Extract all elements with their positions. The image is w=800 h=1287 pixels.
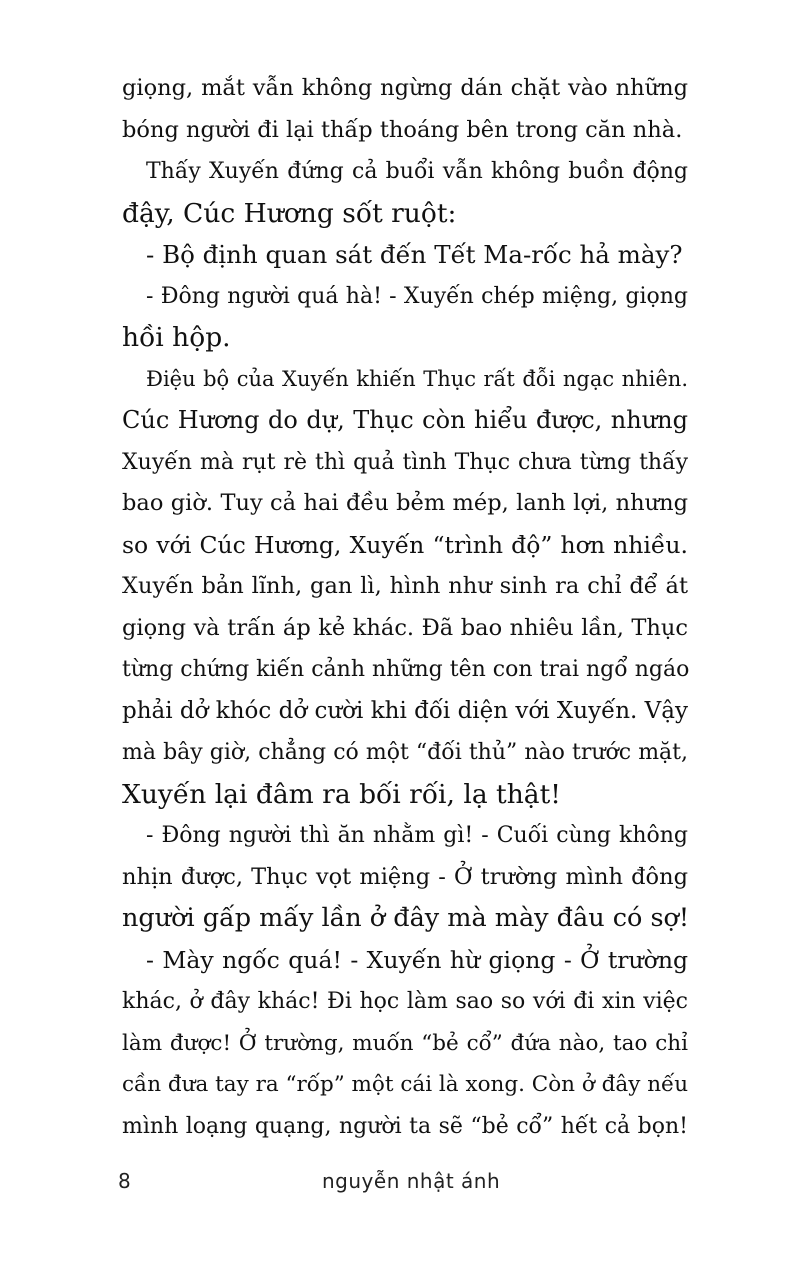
text-line: Điệu bộ của Xuyến khiến Thục rất đỗi ngạc nhiên. xyxy=(146,366,688,391)
page-footer xyxy=(118,1164,684,1198)
text-line: cần đưa tay ra “rốp” một cái là xong. Còn ở đây nếu xyxy=(122,1072,689,1097)
text-line: làm được! Ở trường, muốn “bẻ cổ” đứa nào, tao chỉ xyxy=(122,1030,688,1056)
text-line: - Đông người quá hà! - Xuyến chép miệng, giọng xyxy=(146,283,688,309)
author-name: nguyễn nhật ánh xyxy=(322,1169,501,1193)
text-line: nhịn được, Thục vọt miệng - Ở trường mình đông xyxy=(122,863,688,890)
text-line: Xuyến bản lĩnh, gan lì, hình như sinh ra chỉ để át xyxy=(122,573,688,599)
page-number: 8 xyxy=(118,1169,131,1193)
text-line: giọng, mắt vẫn không ngừng dán chặt vào những xyxy=(122,75,688,101)
text-line: bóng người đi lại thấp thoáng bên trong căn nhà. xyxy=(122,116,683,143)
text-line: - Đông người thì ăn nhằm gì! - Cuối cùng không xyxy=(146,823,688,848)
text-line: mình loạng quạng, người ta sẽ “bẻ cổ” hết cả bọn! xyxy=(122,1113,688,1139)
text-line: hồi hộp. xyxy=(122,322,231,353)
text-line: giọng và trấn áp kẻ khác. Đã bao nhiêu lần, Thục xyxy=(122,614,688,641)
text-line: phải dở khóc dở cười khi đối diện với Xuyến. Vậy xyxy=(122,697,688,724)
text-line: Xuyến mà rụt rè thì quả tình Thục chưa từng thấy xyxy=(122,449,688,475)
text-line: khác, ở đây khác! Đi học làm sao so với đi xin việc xyxy=(122,989,688,1014)
text-line: Cúc Hương do dự, Thục còn hiểu được, nhưng xyxy=(122,406,688,434)
text-line: Thấy Xuyến đứng cả buổi vẫn không buồn động xyxy=(146,159,688,184)
text-line: từng chứng kiến cảnh những tên con trai ngổ ngáo xyxy=(122,657,690,682)
text-line: mà bây giờ, chẳng có một “đối thủ” nào trước mặt, xyxy=(122,740,688,765)
text-line: người gấp mấy lần ở đây mà mày đâu có sợ! xyxy=(122,903,690,933)
text-line: bao giờ. Tuy cả hai đều bẻm mép, lanh lợi, nhưng xyxy=(122,490,688,516)
text-line: so với Cúc Hương, Xuyến “trình độ” hơn nhiều. xyxy=(122,530,688,559)
text-line: Xuyến lại đâm ra bối rối, lạ thật! xyxy=(122,778,561,810)
text-line: - Mày ngốc quá! - Xuyến hừ giọng - Ở trường xyxy=(146,945,688,974)
text-line: đậy, Cúc Hương sốt ruột: xyxy=(122,197,457,229)
page-body xyxy=(122,68,688,1147)
text-line: - Bộ định quan sát đến Tết Ma-rốc hả mày? xyxy=(146,240,683,269)
